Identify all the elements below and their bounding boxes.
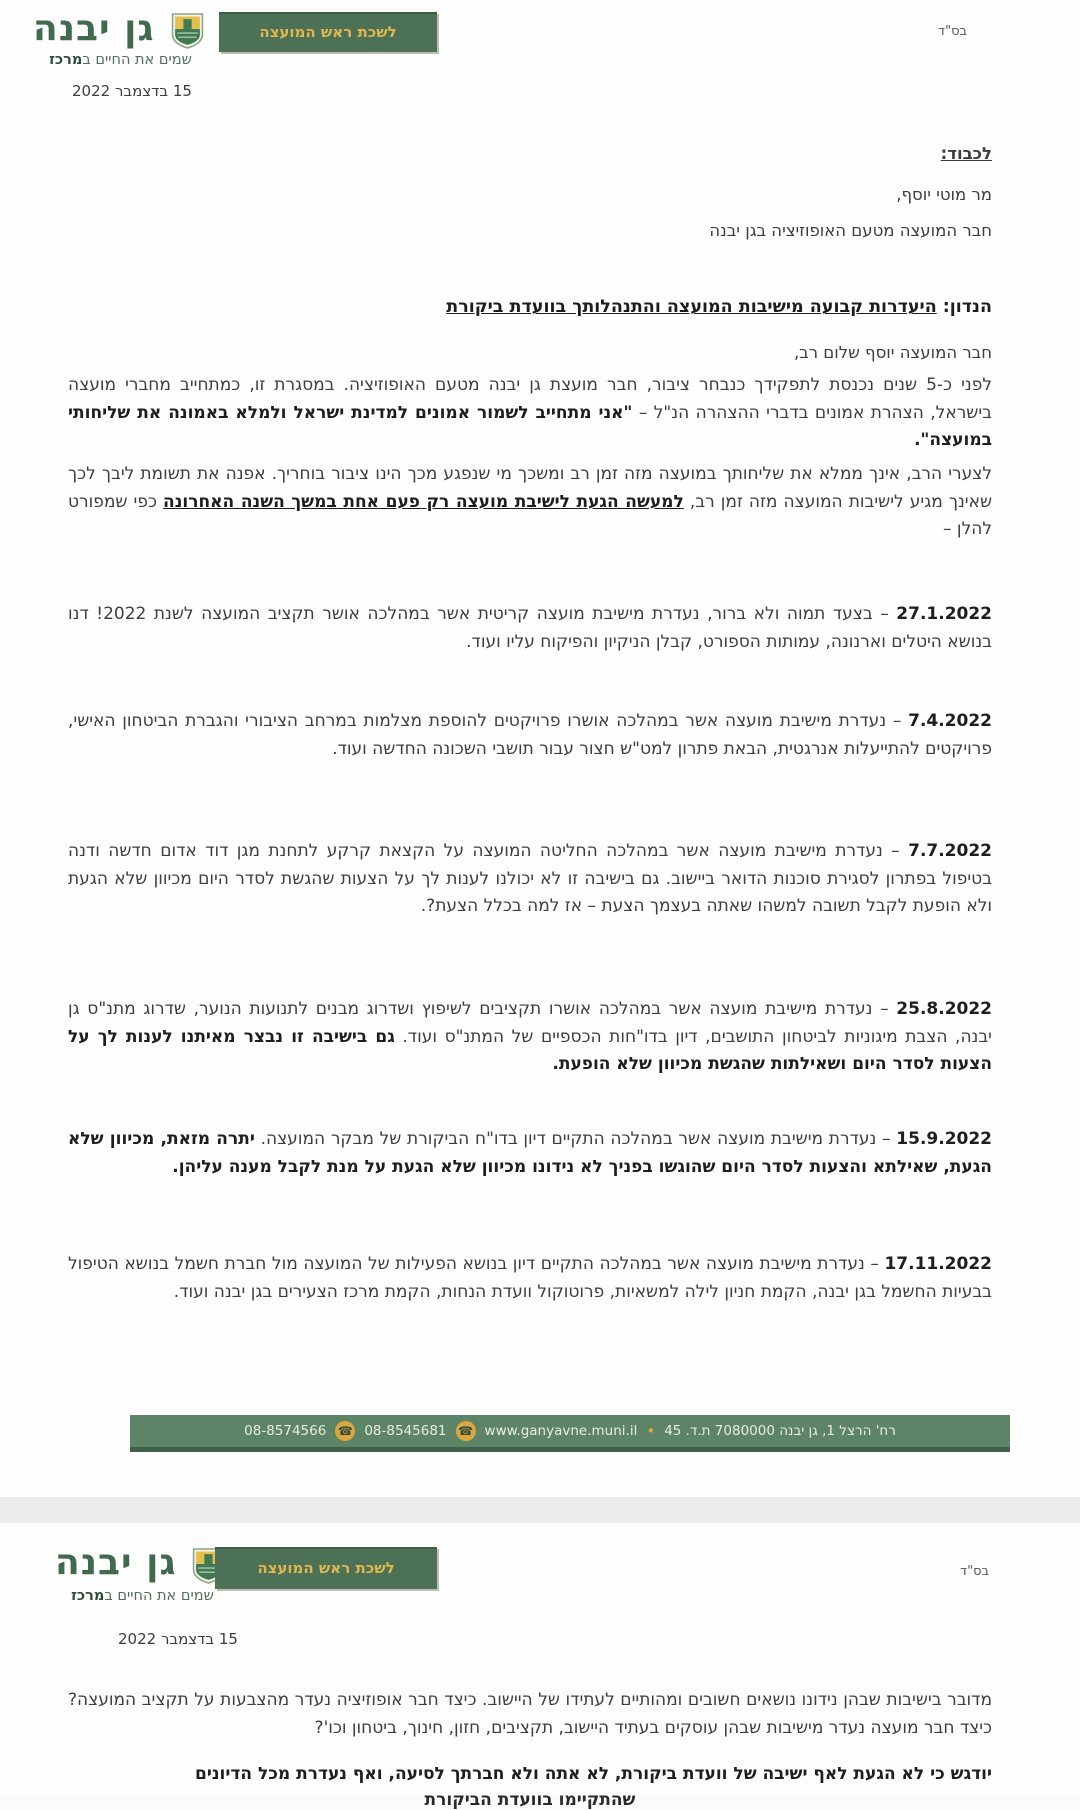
fax-icon: ☎ bbox=[335, 1421, 355, 1441]
meeting-item-3 bbox=[68, 838, 992, 921]
bsd-mark-p2: בס"ד bbox=[960, 1564, 990, 1579]
meeting-text: נעדרת מישיבת מועצה אשר במהלכה התקיים דיון בנושא הפעילות של המועצה מול חברת חשמל בנושא הטיפול בבעיות החשמל בגן יבנה, הקמת חניון לילה למשאיות, פרוטוקול וועדת הנחות, הקמת מרכז הצעירים בגן יבנה ועוד. bbox=[68, 1254, 992, 1302]
meeting-item-2 bbox=[68, 708, 992, 763]
meeting-item-6 bbox=[68, 1251, 992, 1306]
page2-bold-line: יודגש כי לא הגעת לאף ישיבה של וועדת ביקורת, לא אתה ולא חברתך לסיעה, ואף נעדרת מכל הדיונים bbox=[195, 1764, 992, 1784]
meeting-date: 7.4.2022 bbox=[908, 711, 992, 731]
municipality-logo-title-p2: גן יבנה bbox=[55, 1542, 177, 1583]
tagline-bold-word: מרכז bbox=[49, 52, 83, 68]
office-banner: לשכת ראש המועצה bbox=[219, 12, 437, 52]
absence-tail: כפי שמפורט להלן – bbox=[68, 491, 992, 539]
meeting-separator: – bbox=[872, 999, 897, 1019]
meeting-date: 27.1.2022 bbox=[896, 604, 993, 624]
subject-line bbox=[68, 294, 992, 322]
letter-date-p2: 15 בדצמבר 2022 bbox=[118, 1630, 238, 1648]
tagline-bold-word: מרכז bbox=[71, 1588, 105, 1604]
oath-quote-bold: "אני מתחייב לשמור אמונים למדינת ישראל ולמלא באמונה את שליחותי במועצה". bbox=[68, 402, 992, 450]
bsd-mark: בס"ד bbox=[938, 24, 968, 39]
paragraph-oath bbox=[68, 372, 992, 455]
phone-icon: ☎ bbox=[456, 1421, 476, 1441]
meeting-separator: – bbox=[872, 604, 897, 624]
salutation-text: לכבוד: bbox=[940, 144, 992, 163]
page2-paragraph: מדובר בישיבות שבהן נידונו נושאים חשובים ומהותיים לעתידו של היישוב. כיצד חבר אופוזיציה נעדר מהצבעות על תקציב המועצה? כיצד חבר מועצה נעדר מישיבות שבהן עוסקים בעתיד היישוב, תקציבים, חזון, חינוך, ביטחון וכו'? bbox=[68, 1690, 992, 1738]
meeting-item-1 bbox=[68, 601, 992, 656]
meeting-text: נעדרת מישיבת מועצה אשר במהלכה אושרו פרויקטים להוספת מצלמות במרחב הציבורי והגברת הביטחון האישי, פרויקטים להתייעלות אנרגטית, הבאת פתרון למט"ש חצור עבור תושבי השכונה החדשה ועוד. bbox=[68, 711, 992, 759]
logo-tagline bbox=[28, 52, 213, 68]
footer-fax: 08-8574566 bbox=[244, 1423, 327, 1439]
meeting-item-5 bbox=[68, 1126, 992, 1181]
paragraph-oath-text: לפני כ-5 שנים נכנסת לתפקידך כנבחר ציבור, חבר מועצת גן יבנה מטעם האופוזיציה. במסגרת זו, כמתחייב מחברי מועצה בישראל, הצהרת אמונים בדברי ההצהרה הנ"ל – bbox=[68, 375, 992, 423]
meeting-separator: – bbox=[876, 1129, 897, 1149]
subject-text: היעדרות קבועה מישיבות המועצה והתנהלותך בוועדת ביקורת bbox=[446, 297, 937, 317]
addressee-salutation bbox=[941, 144, 992, 163]
meeting-separator: – bbox=[864, 1254, 885, 1274]
tagline-text: שמים את החיים ב bbox=[82, 52, 192, 68]
meeting-item-4 bbox=[68, 996, 992, 1079]
footer-phone: 08-8545681 bbox=[364, 1423, 447, 1439]
office-banner-p2: לשכת ראש המועצה bbox=[215, 1547, 437, 1589]
paragraph-absence bbox=[68, 461, 992, 544]
meeting-text: נעדרת מישיבת מועצה אשר במהלכה אושרו תקציבים לשיפוץ ושדרוג מבנים לתנועות הנוער, שדרוג מתנ"ס גן יבנה, הצבת מיגוניות לביטחון התושבים, דיון בדו"חות הכספיים של המתנ"ס ועוד. bbox=[68, 999, 992, 1047]
subject-label: הנדון: bbox=[942, 297, 992, 317]
absence-text: לצערי הרב, אינך ממלא את שליחותך במועצה מזה זמן רב ומשכך מי שנפגע מכך הינו ציבור בוחריך. אפנה את תשומת ליבך לכך שאינך מגיע לישיבות המועצה מזה זמן רב, bbox=[68, 464, 992, 512]
logo-tagline-p2 bbox=[50, 1588, 235, 1604]
meeting-date: 25.8.2022 bbox=[896, 999, 993, 1019]
greeting-line: חבר המועצה יוסף שלום רב, bbox=[793, 343, 992, 362]
municipal-emblem-icon bbox=[171, 12, 204, 54]
meeting-date: 17.11.2022 bbox=[884, 1254, 992, 1274]
meeting-date: 15.9.2022 bbox=[896, 1129, 993, 1149]
addressee-role: חבר המועצה מטעם האופוזיציה בגן יבנה bbox=[709, 221, 992, 240]
meeting-separator: – bbox=[882, 841, 909, 861]
meeting-separator: – bbox=[886, 711, 909, 731]
letter-date: 15 בדצמבר 2022 bbox=[72, 82, 192, 100]
addressee-name: מר מוטי יוסף, bbox=[896, 185, 992, 204]
meeting-text: בצעד תמוה ולא ברור, נעדרת מישיבת מועצה קריטית אשר במהלכה אושר תקציב המועצה לשנת 2022! דנו בנושא היטלים וארנונה, עמותות הספורט, קבלן הניקיון והפיקוח עליו ועוד. bbox=[68, 604, 992, 652]
municipality-logo-title: גן יבנה bbox=[33, 8, 155, 49]
footer-website: www.ganyavne.muni.il bbox=[484, 1423, 638, 1439]
absence-emphasis: למעשה הגעת לישיבת מועצה רק פעם אחת במשך השנה האחרונה bbox=[163, 491, 684, 512]
contact-footer-bar bbox=[130, 1415, 1010, 1452]
page2-clipped-line: שהתקיימו בוועדת הביקורת bbox=[424, 1790, 636, 1810]
meeting-text: נעדרת מישיבת מועצה אשר במהלכה החליטה המועצה על הקצאת קרקע לתחנת מגן דוד אדום חדשה ודנה בטיפול בפתרון לסגירת סוכנות הדואר ביישוב. גם בישיבה זו לא יכולנו לענות לך על הצעות שהגשת לסדר היום מכיוון שלא הגעת ולא הופעת לקבל תשובה למשהו שאתה בעצמך הצעת – אז למה בכלל הצעת?. bbox=[68, 841, 992, 916]
meeting-text-bold: גם בישיבה זו נבצר מאיתנו לענות לך על הצעות לסדר היום ושאילתות שהגשת מכיוון שלא הופעת. bbox=[68, 1026, 992, 1074]
page-separator bbox=[0, 1497, 1080, 1523]
tagline-text: שמים את החיים ב bbox=[104, 1588, 214, 1604]
meeting-text: נעדרת מישיבת מועצה אשר במהלכה התקיים דיון בדו"ח הביקורת של מבקר המועצה. bbox=[254, 1129, 877, 1149]
footer-bullet: • bbox=[646, 1422, 656, 1440]
meeting-date: 7.7.2022 bbox=[908, 841, 992, 861]
footer-address: רח' הרצל 1, גן יבנה 7080000 ת.ד. 45 bbox=[664, 1423, 896, 1439]
meeting-text-bold: יתרה מזאת, מכיוון שלא הגעת, שאילתא והצעות לסדר היום שהוגשו בפניך לא נידונו מכיוון שלא הגעת על מנת לקבל מענה עליהן. bbox=[68, 1129, 992, 1177]
